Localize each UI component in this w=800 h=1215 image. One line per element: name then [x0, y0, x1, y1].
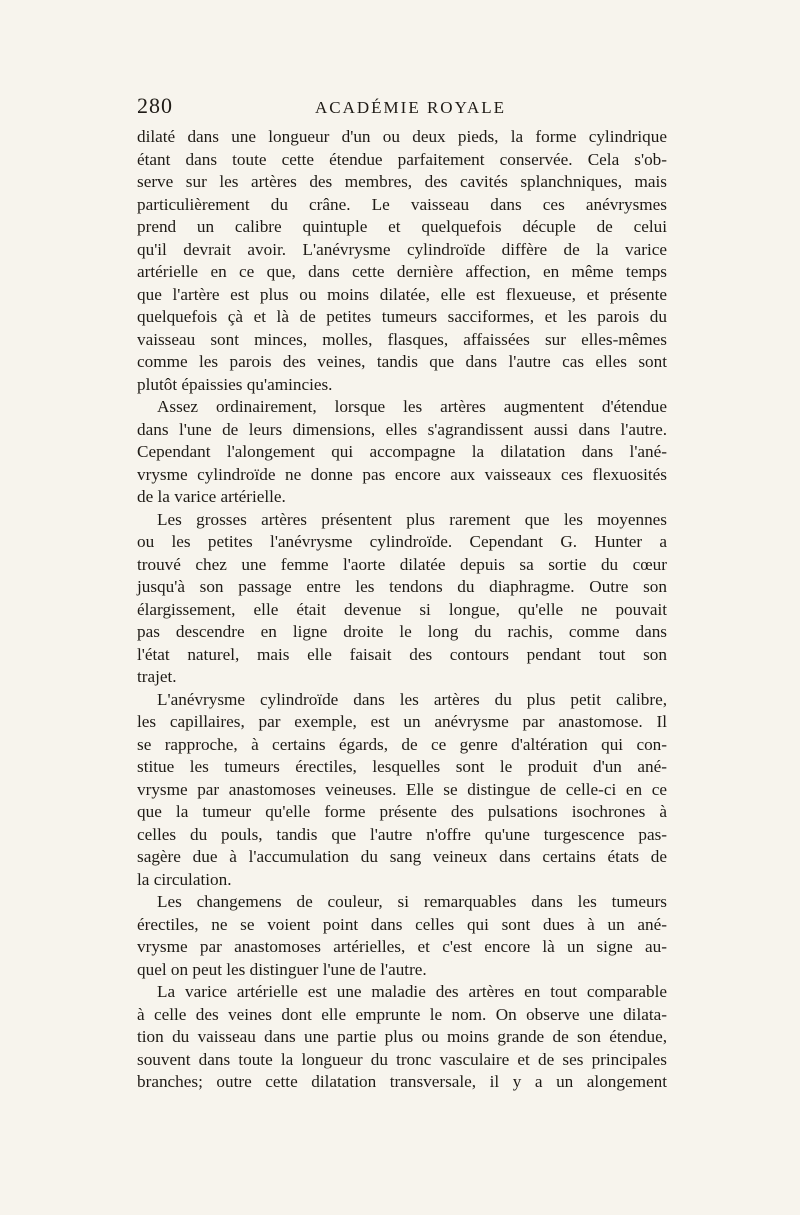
text-line: jusqu'à son passage entre les tendons du diaphragme. Outre son	[137, 577, 667, 596]
text-line: artérielle en ce que, dans cette dernière affection, en même temps	[137, 262, 667, 281]
paragraph	[137, 981, 667, 1094]
paragraph	[137, 891, 667, 981]
text-line: serve sur les artères des membres, des cavités splanchniques, mais	[137, 172, 667, 191]
body-text	[137, 126, 667, 1094]
paragraph	[137, 126, 667, 396]
text-line: Cependant l'alongement qui accompagne la dilatation dans l'ané-	[137, 442, 667, 461]
text-line: les capillaires, par exemple, est un anévrysme par anastomose. Il	[137, 712, 667, 731]
text-line: Assez ordinairement, lorsque les artères augmentent d'étendue	[157, 397, 667, 416]
text-line: trajet.	[137, 667, 177, 686]
text-line: dans l'une de leurs dimensions, elles s'agrandissent aussi dans l'autre.	[137, 419, 667, 439]
text-line: élargissement, elle était devenue si longue, qu'elle ne pouvait	[137, 599, 667, 619]
text-line: qu'il devrait avoir. L'anévrysme cylindroïde diffère de la varice	[137, 239, 667, 259]
running-head: ACADÉMIE ROYALE	[315, 98, 507, 117]
paragraph	[137, 396, 667, 509]
paragraph	[137, 509, 667, 689]
text-line: souvent dans toute la longueur du tronc vasculaire et de ses principales	[137, 1049, 667, 1069]
text-line: quelquefois çà et là de petites tumeurs sacciformes, et les parois du	[137, 307, 667, 326]
text-line: Les changemens de couleur, si remarquables dans les tumeurs	[157, 892, 667, 911]
text-line: de la varice artérielle.	[137, 487, 286, 506]
text-line: prend un calibre quintuple et quelquefois décuple de celui	[137, 217, 667, 236]
paragraph	[137, 689, 667, 892]
text-line: que la tumeur qu'elle forme présente des pulsations isochrones à	[137, 802, 667, 821]
text-line: ou les petites l'anévrysme cylindroïde. Cependant G. Hunter a	[137, 532, 667, 551]
text-line: vaisseau sont minces, molles, flasques, affaissées sur elles-mêmes	[137, 329, 667, 349]
text-line: vrysme cylindroïde ne donne pas encore aux vaisseaux ces flexuosités	[137, 464, 667, 484]
text-line: quel on peut les distinguer l'une de l'autre.	[137, 959, 427, 979]
text-line: pas descendre en ligne droite le long du rachis, comme dans	[137, 622, 667, 641]
text-line: étant dans toute cette étendue parfaitement conservée. Cela s'ob-	[137, 149, 667, 169]
text-line: érectiles, ne se voient point dans celles qui sont dues à un ané-	[137, 914, 667, 934]
text-line: la circulation.	[137, 869, 232, 889]
text-line: vrysme par anastomoses veineuses. Elle se distingue de celle-ci en ce	[137, 779, 667, 799]
text-line: particulièrement du crâne. Le vaisseau dans ces anévrysmes	[137, 194, 667, 214]
text-line: sagère due à l'accumulation du sang veineux dans certains états de	[137, 847, 667, 866]
text-line: Les grosses artères présentent plus rarement que les moyennes	[157, 509, 667, 529]
text-line: vrysme par anastomoses artérielles, et c'est encore là un signe au-	[137, 937, 667, 956]
text-line: branches; outre cette dilatation transversale, il y a un alongement	[137, 1072, 667, 1091]
text-line: se rapproche, à certains égards, de ce genre d'altération qui con-	[137, 734, 667, 754]
text-line: l'état naturel, mais elle faisait des contours pendant tout son	[137, 644, 667, 664]
text-line: comme les parois des veines, tandis que dans l'autre cas elles sont	[137, 352, 667, 371]
text-line: celles du pouls, tandis que l'autre n'offre qu'une turgescence pas-	[137, 824, 667, 844]
page-header	[137, 93, 667, 119]
text-line: L'anévrysme cylindroïde dans les artères du plus petit calibre,	[157, 689, 667, 709]
text-line: tion du vaisseau dans une partie plus ou moins grande de son étendue,	[137, 1027, 667, 1046]
text-line: à celle des veines dont elle emprunte le nom. On observe une dilata-	[137, 1004, 667, 1024]
text-line: La varice artérielle est une maladie des artères en tout comparable	[157, 982, 667, 1001]
text-line: stitue les tumeurs érectiles, lesquelles sont le produit d'un ané-	[137, 757, 667, 776]
text-line: trouvé chez une femme l'aorte dilatée depuis sa sortie du cœur	[137, 554, 667, 574]
page-number: 280	[137, 93, 173, 118]
text-line: que l'artère est plus ou moins dilatée, elle est flexueuse, et présente	[137, 284, 667, 304]
text-line: plutôt épaissies qu'amincies.	[137, 374, 333, 394]
text-line: dilaté dans une longueur d'un ou deux pieds, la forme cylindrique	[137, 127, 667, 146]
